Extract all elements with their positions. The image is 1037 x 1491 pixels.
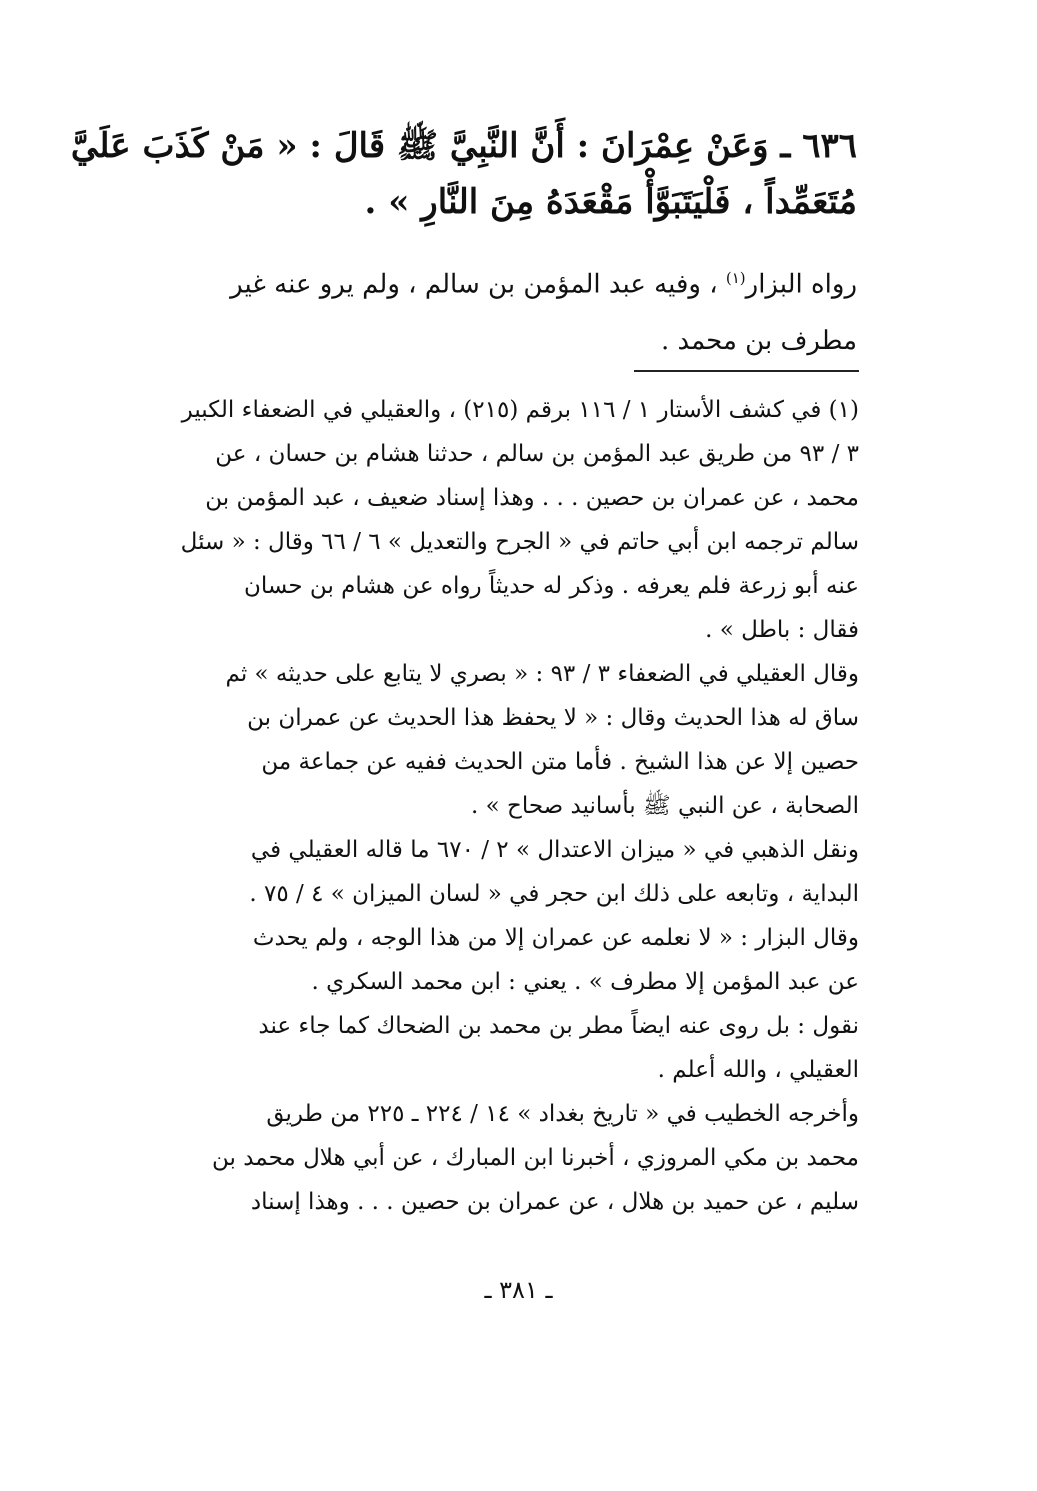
hadith-text bbox=[70, 118, 857, 230]
narration-line1-start: رواه البزار bbox=[745, 269, 857, 300]
footnote-line: العقيلي ، والله أعلم . bbox=[657, 1057, 859, 1083]
footnote-line: (١) في كشف الأستار ١ / ١١٦ برقم (٢١٥) ، والعقيلي في الضعفاء الكبير bbox=[181, 397, 859, 423]
hadith-line: ٦٣٦ ـ وَعَنْ عِمْرَانَ : أَنَّ النَّبِيَّ ﷺ قَالَ : « مَنْ كَذَبَ عَلَيَّ bbox=[70, 126, 857, 166]
footnote-marker: (١) bbox=[725, 269, 746, 287]
footnote-line: وأخرجه الخطيب في « تاريخ بغداد » ١٤ / ٢٢٤ ـ ٢٢٥ من طريق bbox=[266, 1101, 859, 1127]
page-number: ـ ٣٨١ ـ bbox=[484, 1276, 553, 1304]
footnote-line: نقول : بل روى عنه ايضاً مطر بن محمد بن الضحاك كما جاء عند bbox=[258, 1013, 859, 1039]
footnote-line: محمد ، عن عمران بن حصين . . . وهذا إسناد ضعيف ، عبد المؤمن بن bbox=[205, 485, 859, 511]
footnote-separator bbox=[634, 370, 859, 372]
footnote-line: ونقل الذهبي في « ميزان الاعتدال » ٢ / ٦٧٠ ما قاله العقيلي في bbox=[250, 837, 859, 863]
footnote-line: حصين إلا عن هذا الشيخ . فأما متن الحديث ففيه عن جماعة من bbox=[261, 749, 859, 775]
footnote-line: فقال : باطل » . bbox=[705, 617, 859, 643]
footnote-line: محمد بن مكي المروزي ، أخبرنا ابن المبارك ، عن أبي هلال محمد بن bbox=[212, 1145, 859, 1171]
hadith-line: مُتَعَمِّداً ، فَلْيَتَبَوَّأْ مَقْعَدَهُ مِنَ النَّارِ » . bbox=[364, 182, 857, 222]
footnote-line: البداية ، وتابعه على ذلك ابن حجر في « لسان الميزان » ٤ / ٧٥ . bbox=[249, 881, 859, 907]
footnote-line: عنه أبو زرعة فلم يعرفه . وذكر له حديثاً رواه عن هشام بن حسان bbox=[243, 573, 859, 599]
narration-line bbox=[186, 250, 857, 313]
footnote-line: عن عبد المؤمن إلا مطرف » . يعني : ابن محمد السكري . bbox=[311, 969, 859, 995]
narration-line1-end: ، وفيه عبد المؤمن بن سالم ، ولم يرو عنه غير bbox=[230, 269, 726, 300]
footnote-line: الصحابة ، عن النبي ﷺ بأسانيد صحاح » . bbox=[470, 793, 859, 819]
footnotes bbox=[180, 388, 859, 1224]
narration-text bbox=[186, 250, 857, 369]
footnote-line: سالم ترجمه ابن أبي حاتم في « الجرح والتعديل » ٦ / ٦٦ وقال : « سئل bbox=[180, 529, 859, 555]
footnote-line: سليم ، عن حميد بن هلال ، عن عمران بن حصين . . . وهذا إسناد bbox=[250, 1189, 859, 1215]
footnote-line: وقال البزار : « لا نعلمه عن عمران إلا من هذا الوجه ، ولم يحدث bbox=[252, 925, 859, 951]
footnote-line: ٣ / ٩٣ من طريق عبد المؤمن بن سالم ، حدثنا هشام بن حسان ، عن bbox=[215, 441, 859, 467]
footnote-line: وقال العقيلي في الضعفاء ٣ / ٩٣ : « بصري لا يتابع على حديثه » ثم bbox=[225, 661, 859, 687]
footnote-line: ساق له هذا الحديث وقال : « لا يحفظ هذا الحديث عن عمران بن bbox=[247, 705, 859, 731]
narration-line: مطرف بن محمد . bbox=[660, 325, 857, 356]
